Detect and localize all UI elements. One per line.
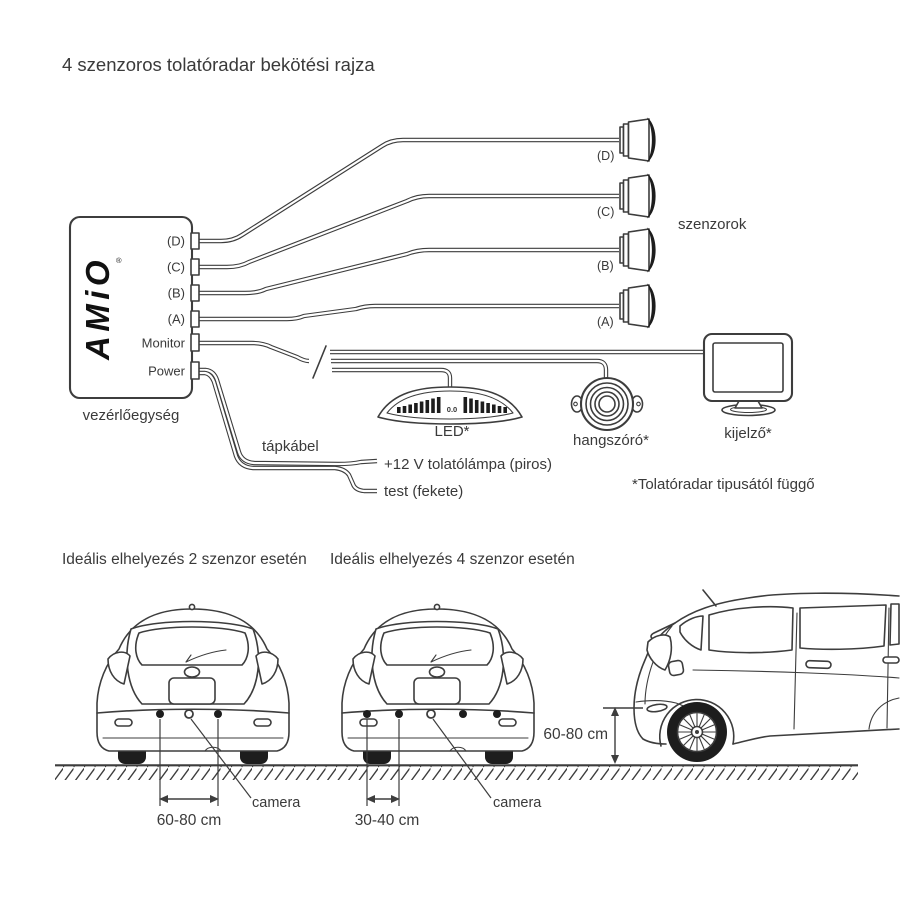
control-unit-label: vezérlőegység (82, 407, 180, 424)
side-sensor-height: 60-80 cm (543, 726, 608, 743)
speaker (572, 378, 650, 449)
sensor-dot (459, 710, 467, 718)
port-connector-b (191, 285, 199, 301)
sensor-group (597, 118, 747, 330)
cable-break-mark (313, 346, 326, 378)
four-sensor-distance: 30-40 cm (354, 812, 420, 829)
power-cable-label: tápkábel (262, 438, 319, 455)
port-label-c: (C) (166, 259, 185, 275)
sensors-group-label: szenzorok (678, 216, 747, 233)
sensor-dot (214, 710, 222, 718)
car-rear-four-sensor (342, 604, 542, 829)
car-rear-two-sensor (97, 604, 301, 829)
led-indicator (378, 387, 522, 440)
registered-mark: ® (116, 256, 122, 265)
ground-wire-label: test (fekete) (384, 483, 464, 500)
sensor-label-d: (D) (597, 149, 615, 163)
port-label-a: (A) (167, 311, 185, 327)
sensor-dot (156, 710, 164, 718)
port-connector-d (191, 233, 199, 249)
car-side-view (543, 590, 899, 764)
two-sensor-distance: 60-80 cm (156, 812, 222, 829)
sensor-label-a: (A) (597, 315, 614, 329)
port-label-power: Power (148, 363, 185, 379)
four-sensor-heading: Ideális elhelyezés 4 szenzor esetén (330, 551, 575, 568)
port-label-b: (B) (167, 285, 185, 301)
sensor-c (620, 174, 656, 219)
camera-dot (185, 710, 193, 718)
sensor-dot (363, 710, 371, 718)
display-label: kijelző* (724, 425, 772, 442)
sensor-dot (493, 710, 501, 718)
sensor-b (620, 228, 656, 273)
display-monitor (704, 334, 792, 442)
monitor-screen (713, 343, 783, 392)
led-readout: 0.0 (446, 405, 458, 414)
footnote: *Tolatóradar tipusától függő (632, 476, 815, 493)
sensor-label-b: (B) (597, 259, 614, 273)
amio-logo: AMiO (79, 262, 116, 360)
port-connector-power (191, 362, 199, 379)
positive-wire-label: +12 V tolatólámpa (piros) (384, 456, 553, 473)
control-unit (70, 217, 199, 424)
page-title: 4 szenzoros tolatóradar bekötési rajza (62, 54, 375, 75)
port-label-monitor: Monitor (141, 335, 185, 351)
speaker-label: hangszóró* (573, 432, 649, 449)
sensor-dot (395, 710, 403, 718)
camera-dot (427, 710, 435, 718)
sensor-a (620, 284, 656, 329)
sensor-d (620, 118, 656, 163)
port-connector-monitor (191, 334, 199, 351)
port-connector-a (191, 311, 199, 327)
port-connector-c (191, 259, 199, 275)
port-label-d: (D) (166, 233, 185, 249)
ground (55, 765, 858, 780)
sensor-label-c: (C) (597, 205, 615, 219)
camera-label: camera (252, 795, 301, 811)
two-sensor-heading: Ideális elhelyezés 2 szenzor esetén (62, 551, 307, 568)
led-label: LED* (434, 423, 470, 440)
camera-label: camera (493, 795, 542, 811)
